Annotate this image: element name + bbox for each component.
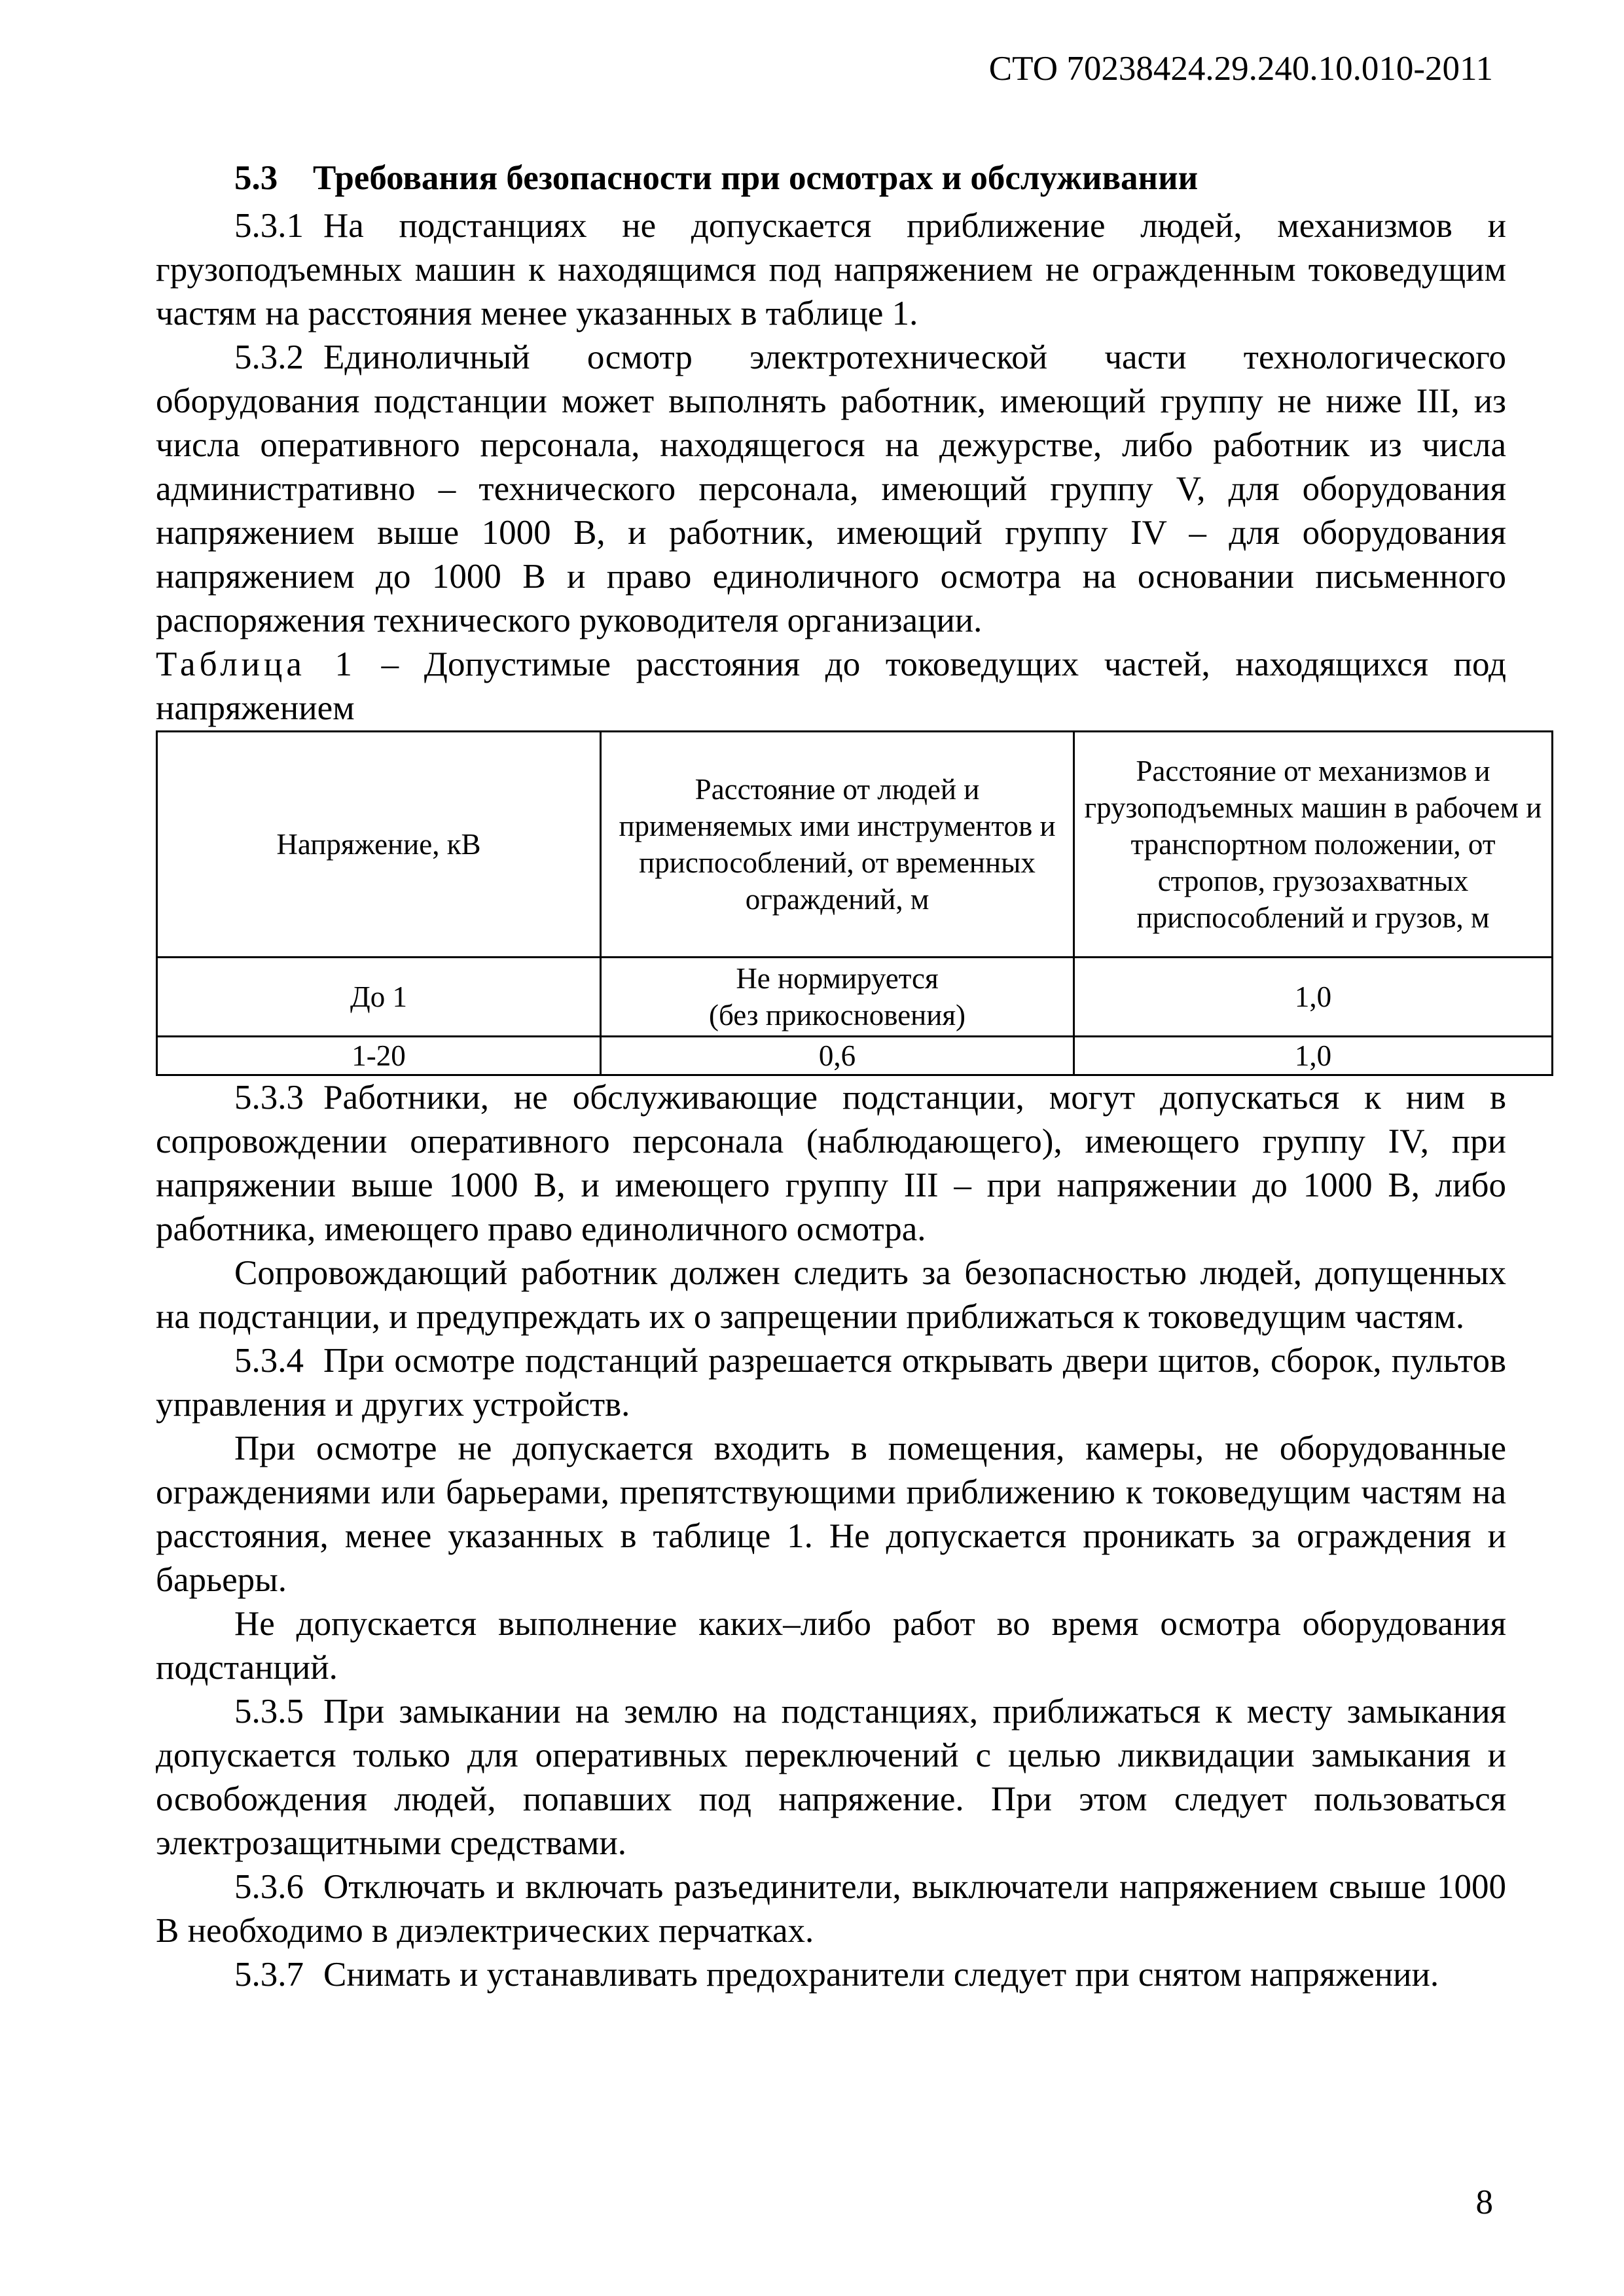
paragraph-text: Единоличный осмотр электротехнической части технологического оборудования подстанции может выполнять работник, имеющий группу не ниже III, из числа оперативного персонала, находящегося на дежурстве, либо работник из числа административно – технического персонала, имеющий группу V, для оборудования напряжением выше 1000 В, и работник, имеющий группу IV – для оборудования напряжением до 1000 В и право единоличного осмотра на основании письменного распоряжения технического руководителя организации.: [156, 338, 1506, 639]
paragraph-text: При замыкании на землю на подстанциях, приближаться к месту замыкания допускается только для оперативных переключений с целью ликвидации замыкания и освобождения людей, попавших под напряжение. При этом следует пользоваться электрозащитными средствами.: [156, 1693, 1506, 1862]
table-caption-text: – Допустимые расстояния до токоведущих частей, находящихся под напряжением: [156, 645, 1506, 727]
paragraph-5-3-6: [156, 1865, 1506, 1953]
paragraph-number: 5.3.1: [234, 207, 304, 245]
table-row: [157, 958, 1553, 1037]
cell-machines-distance: 1,0: [1074, 958, 1553, 1037]
paragraph-number: 5.3.4: [234, 1342, 304, 1380]
header-voltage: Напряжение, кВ: [157, 732, 601, 958]
paragraph-5-3-2: [156, 336, 1506, 643]
cell-people-line1: Не нормируется: [736, 962, 939, 995]
table-caption-label: Таблица 1: [156, 645, 357, 683]
cell-machines-distance: 1,0: [1074, 1037, 1553, 1075]
paragraph-5-3-3: [156, 1076, 1506, 1251]
paragraph-5-3-4: [156, 1339, 1506, 1427]
cell-voltage: До 1: [157, 958, 601, 1037]
table-header-row: [157, 732, 1553, 958]
cell-people-distance: [601, 958, 1074, 1037]
document-code: СТО 70238424.29.240.10.010-2011: [988, 50, 1493, 88]
paragraph-no-entry: [156, 1427, 1506, 1602]
section-number: 5.3: [234, 159, 278, 197]
paragraph-number: 5.3.5: [234, 1693, 304, 1731]
table-caption: [156, 643, 1506, 730]
header-people-distance: Расстояние от людей и применяемых ими инструментов и приспособлений, от временных ограждений, м: [601, 732, 1074, 958]
section-title: Требования безопасности при осмотрах и обслуживании: [313, 159, 1199, 197]
paragraph-5-3-5: [156, 1690, 1506, 1865]
paragraph-number: 5.3.3: [234, 1079, 304, 1117]
paragraph-text: Не допускается выполнение каких–либо работ во время осмотра оборудования подстанций.: [156, 1605, 1506, 1687]
paragraph-text: При осмотре не допускается входить в помещения, камеры, не оборудованные ограждениями или барьерами, препятствующими приближению к токоведущим частям на расстояния, менее указанных в таблице 1. Не допускается проникать за ограждения и барьеры.: [156, 1429, 1506, 1599]
paragraph-no-works: [156, 1602, 1506, 1690]
paragraph-number: 5.3.7: [234, 1956, 304, 1994]
page-number: 8: [1475, 2183, 1493, 2221]
cell-people-distance: 0,6: [601, 1037, 1074, 1075]
page-content: [156, 152, 1542, 1997]
paragraph-number: 5.3.6: [234, 1868, 304, 1906]
cell-voltage: 1-20: [157, 1037, 601, 1075]
paragraph-text: Сопровождающий работник должен следить за безопасностью людей, допущенных на подстанции, и предупреждать их о запрещении приближаться к токоведущим частям.: [156, 1254, 1506, 1336]
paragraph-text: На подстанциях не допускается приближение людей, механизмов и грузоподъемных машин к находящимся под напряжением не огражденным токоведущим частям на расстояния менее указанных в таблице 1.: [156, 207, 1506, 332]
paragraph-text: При осмотре подстанций разрешается открывать двери щитов, сборок, пультов управления и других устройств.: [156, 1342, 1506, 1424]
paragraph-escort: [156, 1251, 1506, 1339]
paragraph-5-3-7: [156, 1953, 1506, 1997]
paragraph-text: Отключать и включать разъединители, выключатели напряжением свыше 1000 В необходимо в диэлектрических перчатках.: [156, 1868, 1506, 1950]
paragraph-text: Работники, не обслуживающие подстанции, могут допускаться к ним в сопровождении оперативного персонала (наблюдающего), имеющего группу IV, при напряжении выше 1000 В, и имеющего группу III – при напряжении до 1000 В, либо работника, имеющего право единоличного осмотра.: [156, 1079, 1506, 1248]
section-heading: [234, 152, 1506, 204]
paragraph-5-3-1: [156, 204, 1506, 336]
paragraph-number: 5.3.2: [234, 338, 304, 376]
table-row: [157, 1037, 1553, 1075]
paragraph-text: Снимать и устанавливать предохранители следует при снятом напряжении.: [323, 1956, 1439, 1994]
header-machines-distance: Расстояние от механизмов и грузоподъемных машин в рабочем и транспортном положении, от стропов, грузозахватных приспособлений и грузов, м: [1074, 732, 1553, 958]
distances-table: [156, 730, 1553, 1076]
cell-people-line2: (без прикосновения): [708, 999, 966, 1031]
